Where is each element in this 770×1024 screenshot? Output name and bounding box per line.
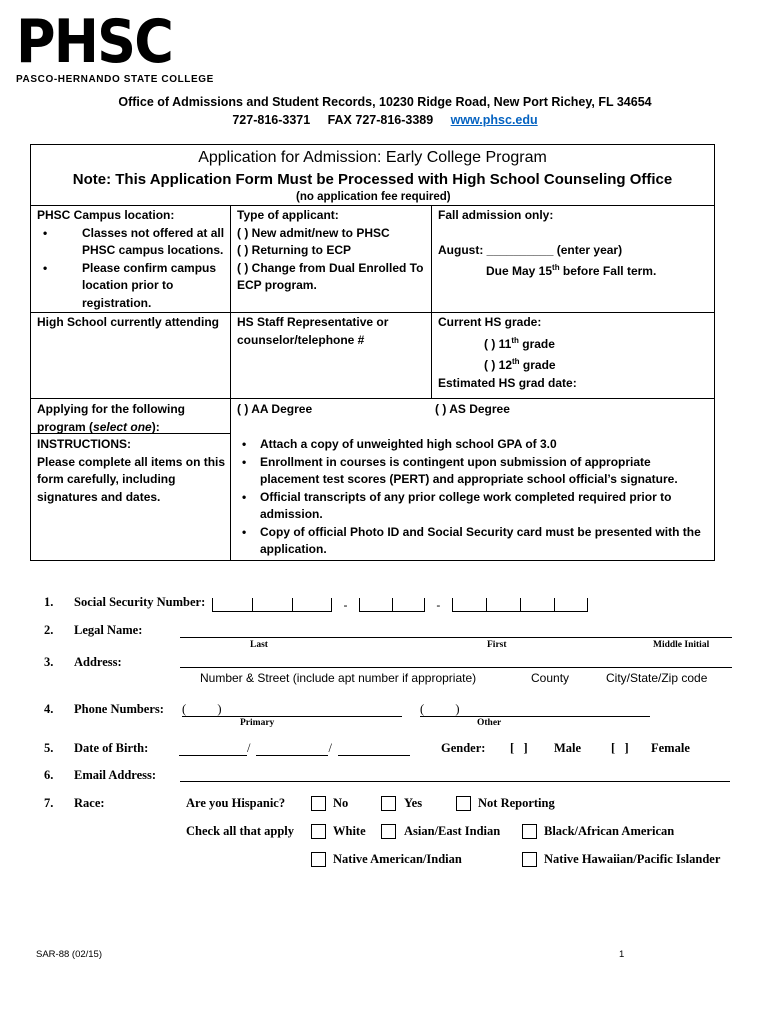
- native-american-label: Native American/Indian: [333, 852, 462, 866]
- first-name-caption: First: [487, 640, 507, 650]
- grid-line: [230, 205, 231, 561]
- as-degree-option[interactable]: ( ) AS Degree: [435, 402, 510, 416]
- grid-line: [30, 398, 715, 399]
- hs-attending-label: High School currently attending: [37, 315, 220, 329]
- hispanic-question: Are you Hispanic?: [186, 796, 286, 810]
- grad-date-label: Estimated HS grad date:: [438, 375, 577, 390]
- item-number: 4.: [44, 702, 54, 716]
- phone-number: 727-816-3371: [232, 113, 311, 127]
- campus-bullet: • Please confirm campus location prior to registration.: [37, 260, 229, 313]
- campus-cell: [37, 207, 229, 312]
- hawaiian-label: Native Hawaiian/Pacific Islander: [544, 852, 721, 866]
- page-number: 1: [619, 949, 625, 960]
- august-year-field[interactable]: August: __________ (enter year): [438, 242, 623, 257]
- native-american-checkbox[interactable]: [311, 851, 326, 869]
- white-checkbox[interactable]: [311, 823, 326, 841]
- instruction-item: • Copy of official Photo ID and Social Security card must be presented with the application.: [236, 524, 712, 559]
- contact-line: [0, 113, 770, 127]
- county-caption: County: [531, 671, 570, 685]
- primary-caption: Primary: [240, 718, 275, 728]
- gender-label: Gender:: [441, 741, 486, 755]
- campus-heading: PHSC Campus location:: [37, 208, 175, 222]
- phsc-logo: PHSC: [16, 7, 173, 77]
- last-name-caption: Last: [250, 640, 268, 650]
- middle-initial-caption: Middle Initial: [653, 640, 710, 650]
- hispanic-no-label: No: [333, 796, 349, 810]
- other-phone-input[interactable]: ( ): [420, 702, 650, 717]
- instructions-cell: [37, 436, 227, 506]
- grid-line: [30, 205, 715, 206]
- black-checkbox[interactable]: [522, 823, 537, 841]
- item-number: 2.: [44, 623, 54, 637]
- form-code: SAR-88 (02/15): [36, 949, 103, 960]
- applicant-option-returning[interactable]: ( ) Returning to ECP: [237, 243, 351, 257]
- applicant-option-new[interactable]: ( ) New admit/new to PHSC: [237, 225, 390, 240]
- office-address: Office of Admissions and Student Records, 10230 Ridge Road, New Port Richey, FL 34654: [118, 95, 652, 109]
- website-link[interactable]: www.phsc.edu: [450, 113, 538, 127]
- form-note: Note: This Application Form Must be Processed with High School Counseling Office: [72, 171, 673, 188]
- city-caption: City/State/Zip code: [606, 671, 708, 685]
- dob-input[interactable]: / /: [179, 741, 410, 756]
- logo-subtitle: PASCO-HERNANDO STATE COLLEGE: [16, 74, 214, 85]
- item-number: 6.: [44, 768, 54, 782]
- hs-staff-label: HS Staff Representative or counselor/telephone #: [237, 315, 389, 347]
- email-label: Email Address:: [74, 768, 157, 782]
- grade-heading: Current HS grade:: [438, 315, 542, 329]
- not-reporting-label: Not Reporting: [478, 796, 555, 810]
- fall-admission-cell: [438, 207, 713, 281]
- asian-checkbox[interactable]: [381, 823, 396, 841]
- ssn-label: Social Security Number:: [74, 595, 206, 609]
- campus-bullet: • Classes not offered at all PHSC campus locations.: [37, 225, 229, 260]
- black-label: Black/African American: [544, 824, 675, 838]
- race-label: Race:: [74, 796, 105, 810]
- primary-phone-input[interactable]: ( ): [182, 702, 402, 717]
- instruction-item: • Enrollment in courses is contingent upon submission of appropriate placement test scores (PERT) and appropriate school official’s signature.: [236, 454, 712, 489]
- instructions-heading: INSTRUCTIONS:: [37, 437, 131, 451]
- applicant-type-heading: Type of applicant:: [237, 208, 339, 222]
- white-label: White: [333, 824, 366, 838]
- female-label: Female: [651, 741, 690, 755]
- legal-name-input[interactable]: [180, 637, 732, 638]
- instruction-item: • Official transcripts of any prior college work completed required prior to admission.: [236, 489, 712, 524]
- instructions-text: Please complete all items on this form carefully, including signatures and dates.: [37, 454, 226, 504]
- address-label: Address:: [74, 655, 122, 669]
- instruction-item: • Attach a copy of unweighted high school GPA of 3.0: [236, 436, 712, 454]
- grade-11-option[interactable]: ( ) 11th grade: [484, 335, 555, 351]
- other-caption: Other: [477, 718, 502, 728]
- hispanic-no-checkbox[interactable]: [311, 795, 326, 813]
- dob-label: Date of Birth:: [74, 741, 149, 755]
- asian-label: Asian/East Indian: [404, 824, 501, 838]
- item-number: 5.: [44, 741, 54, 755]
- legal-name-label: Legal Name:: [74, 623, 143, 637]
- fax-number: FAX 727-816-3389: [327, 113, 434, 127]
- form-title: Application for Admission: Early College Program: [198, 149, 547, 166]
- fall-heading: Fall admission only:: [438, 208, 554, 222]
- item-number: 1.: [44, 595, 54, 609]
- due-date-text: Due May 15th before Fall term.: [486, 263, 657, 278]
- hs-grade-cell: [438, 314, 713, 392]
- program-label: Applying for the following program (select one):: [37, 402, 185, 434]
- grid-line: [431, 205, 432, 398]
- phone-label: Phone Numbers:: [74, 702, 164, 716]
- item-number: 7.: [44, 796, 54, 810]
- street-caption: Number & Street (include apt number if appropriate): [200, 671, 477, 685]
- fee-note: (no application fee required): [296, 191, 451, 203]
- male-label: Male: [554, 741, 582, 755]
- check-all-label: Check all that apply: [186, 824, 295, 838]
- aa-degree-option[interactable]: ( ) AA Degree: [237, 402, 313, 416]
- male-checkbox[interactable]: [ ]: [510, 741, 528, 755]
- grid-line: [30, 312, 715, 313]
- ssn-input[interactable]: - -: [212, 594, 588, 612]
- applicant-type-cell: [237, 207, 429, 295]
- hispanic-yes-checkbox[interactable]: [381, 795, 396, 813]
- female-checkbox[interactable]: [ ]: [611, 741, 629, 755]
- instructions-bullets: [236, 436, 712, 559]
- grade-12-option[interactable]: ( ) 12th grade: [484, 357, 556, 372]
- applicant-option-change[interactable]: ( ) Change from Dual Enrolled To ECP program.: [237, 260, 424, 292]
- email-input[interactable]: [180, 781, 730, 782]
- hispanic-yes-label: Yes: [404, 796, 423, 810]
- not-reporting-checkbox[interactable]: [456, 795, 471, 813]
- item-number: 3.: [44, 655, 54, 669]
- address-input[interactable]: [180, 667, 732, 668]
- hawaiian-checkbox[interactable]: [522, 851, 537, 869]
